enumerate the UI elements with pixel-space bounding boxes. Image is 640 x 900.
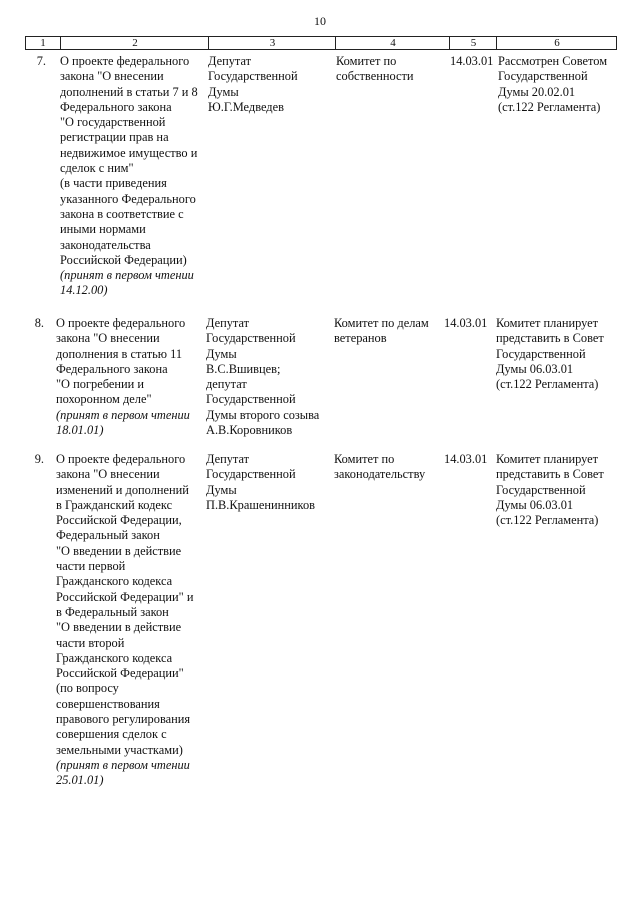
committee [334,316,446,347]
column-header-1: 1 [40,37,46,49]
bill-title-line: Федерального закона [56,361,168,376]
result-line: (ст.122 Регламента) [496,377,599,392]
result-line: Государственной [498,69,588,84]
result-line: представить в Совет [496,331,604,346]
row-number: 8. [34,316,44,330]
author-line: Думы второго созыва [206,407,320,422]
committee-line: собственности [336,69,414,84]
result-line: Комитет планирует [496,316,599,330]
author-line: Государственной [206,467,296,482]
result-line: Думы 06.03.01 [496,497,574,512]
bill-title-line: Российской Федерации) [60,252,187,267]
committee-line: Комитет по [334,452,395,466]
author-line: Государственной [206,331,296,346]
result-line: (ст.122 Регламента) [496,513,599,528]
bill-title-line: регистрации прав на [60,130,169,145]
result-line: представить в Совет [496,467,604,482]
column-header-5: 5 [449,37,497,49]
bill-title-line: закона "О внесении [56,467,160,482]
result-line: Рассмотрен Советом [498,54,608,68]
reading-status-line: 25.01.01) [56,773,104,788]
column-header-3: 3 [208,37,336,49]
author-line: Депутат [206,452,250,466]
bill-title-line: дополнения в статью 11 [56,346,183,361]
bill-title-line: Российской Федерации" и [56,589,194,604]
bill-title [56,316,202,438]
bill-title-line: недвижимое имущество и [60,145,198,160]
column-header-2: 2 [60,37,209,49]
reading-status-line: (принят в первом чтении [60,268,194,283]
result-line: Думы 20.02.01 [498,84,576,99]
reading-status-line: (принят в первом чтении [56,407,190,422]
result [498,54,618,115]
bill-title-line: закона "О внесении [56,331,160,346]
column-header-4: 4 [335,37,450,49]
row-number: 9. [34,452,44,466]
author-line: Думы [206,346,237,361]
result-line: Думы 06.03.01 [496,361,574,376]
author-line: П.В.Крашенинников [206,497,315,512]
committee-line: ветеранов [334,331,387,346]
committee-line: Комитет по [336,54,397,68]
result-line: Комитет планирует [496,452,599,466]
author-line: А.В.Коровников [206,423,293,438]
author-line: Государственной [208,69,298,84]
bill-title-line: О проекте федерального [56,316,186,330]
bill-title-line: совершенствования [56,696,160,711]
bill-title-line: правового регулирования [56,712,191,727]
author-line: Депутат [206,316,250,330]
bill-title-line: части второй [56,635,125,650]
author-line: Ю.Г.Медведев [208,99,284,114]
reading-status-line: 14.12.00) [60,283,108,298]
result-line: Государственной [496,346,586,361]
bill-title-line: Гражданского кодекса [56,650,173,665]
bill-title-line: закона "О внесении [60,69,164,84]
date: 14.03.01 [444,316,488,330]
bill-author [208,54,332,115]
bill-title [56,452,202,789]
bill-author [206,316,330,438]
result-line: Государственной [496,482,586,497]
result [496,316,616,392]
bill-author [206,452,330,513]
bill-title-line: О проекте федерального [60,54,190,68]
author-line: Думы [206,482,237,497]
bill-title [60,54,206,299]
author-line: депутат [206,377,247,392]
bill-title-line: "О погребении и [56,377,144,392]
committee [336,54,448,85]
author-line: Государственной [206,392,296,407]
bill-title-line: Российской Федерации" [56,666,184,681]
committee [334,452,446,483]
result [496,452,616,528]
bill-title-line: "О государственной [60,115,166,130]
bill-title-line: дополнений в статьи 7 и 8 [60,84,198,99]
bill-title-line: совершения сделок с [56,727,167,742]
bill-title-line: в Гражданский кодекс [56,497,173,512]
bill-title-line: закона в соответствие с [60,206,184,221]
reading-status-line: (принят в первом чтении [56,757,190,772]
author-line: В.С.Вшивцев; [206,361,281,376]
column-header-6: 6 [496,37,617,49]
result-line: (ст.122 Регламента) [498,99,601,114]
committee-line: Комитет по делам [334,316,429,330]
bill-title-line: земельными участками) [56,742,183,757]
bill-title-line: в Федеральный закон [56,604,169,619]
reading-status-line: 18.01.01) [56,423,104,438]
author-line: Думы [208,84,239,99]
committee-line: законодательству [334,467,426,482]
table-header [25,36,617,50]
bill-title-line: Федерального закона [60,99,172,114]
date: 14.03.01 [444,452,488,466]
bill-title-line: законодательства [60,237,151,252]
bill-title-line: (по вопросу [56,681,119,696]
bill-title-line: Гражданского кодекса [56,574,173,589]
bill-title-line: (в части приведения [60,176,167,191]
bill-title-line: О проекте федерального [56,452,186,466]
bill-title-line: "О введении в действие [56,620,182,635]
author-line: Депутат [208,54,252,68]
row-number: 7. [36,54,46,68]
bill-title-line: изменений и дополнений [56,482,189,497]
date: 14.03.01 [450,54,494,68]
bill-title-line: "О введении в действие [56,543,182,558]
bill-title-line: части первой [56,559,126,574]
bill-title-line: сделок с ним" [60,161,134,176]
page-number: 10 [314,14,326,28]
bill-title-line: иными нормами [60,222,146,237]
bill-title-line: похоронном деле" [56,392,152,407]
bill-title-line: указанного Федерального [60,191,196,206]
bill-title-line: Российской Федерации, [56,513,182,528]
bill-title-line: Федеральный закон [56,528,160,543]
